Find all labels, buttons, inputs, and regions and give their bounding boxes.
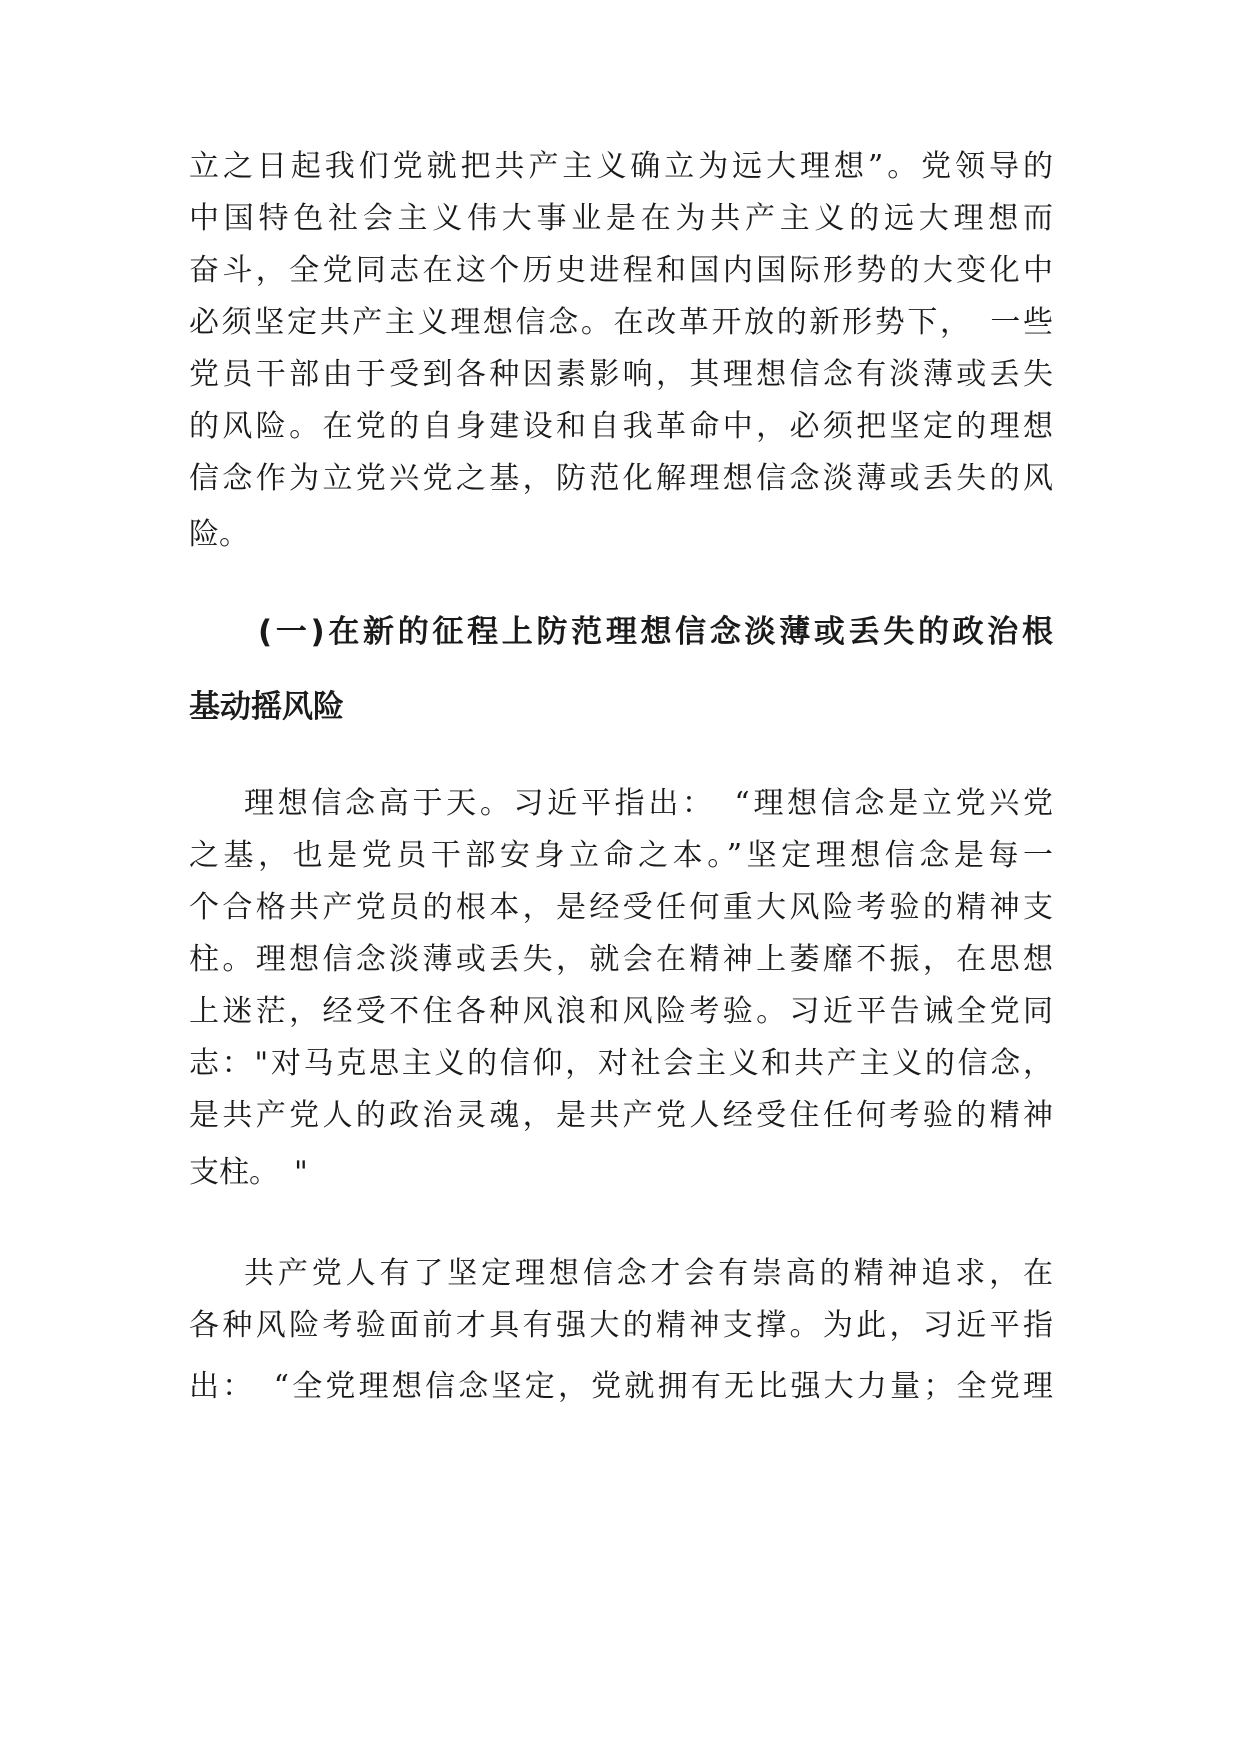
paragraph-2-line-4: 柱。理想信念淡薄或丢失，就会在精神上萎靡不振，在思想	[189, 942, 1053, 977]
paragraph-2-line-1: 理想信念高于天。习近平指出： “理想信念是立党兴党	[244, 786, 1053, 821]
paragraph-3-line-1: 共产党人有了坚定理想信念才会有崇高的精神追求，在	[244, 1256, 1053, 1291]
paragraph-2-line-2: 之基，也是党员干部安身立命之本。”坚定理想信念是每一	[189, 838, 1053, 873]
paragraph-1-line-7: 信念作为立党兴党之基，防范化解理想信念淡薄或丢失的风	[189, 461, 1053, 496]
section-heading-line-1: (一)在新的征程上防范理想信念淡薄或丢失的政治根	[258, 614, 1053, 650]
paragraph-1-line-5: 党员干部由于受到各种因素影响，其理想信念有淡薄或丢失	[189, 357, 1053, 392]
paragraph-2-line-8: 支柱。 "	[189, 1155, 308, 1190]
paragraph-1-line-8: 险。	[189, 517, 249, 552]
paragraph-2-line-3: 个合格共产党员的根本，是经受任何重大风险考验的精神支	[189, 890, 1053, 925]
paragraph-2-line-5: 上迷茫，经受不住各种风浪和风险考验。习近平告诫全党同	[189, 994, 1053, 1029]
paragraph-2-line-6: 志："对马克思主义的信仰，对社会主义和共产主义的信念，	[189, 1046, 1053, 1081]
paragraph-1-line-6: 的风险。在党的自身建设和自我革命中，必须把坚定的理想	[189, 409, 1053, 444]
paragraph-1-line-3: 奋斗，全党同志在这个历史进程和国内国际形势的大变化中	[189, 253, 1053, 288]
paragraph-3-line-3: 出： “全党理想信念坚定，党就拥有无比强大力量；全党理	[189, 1369, 1053, 1404]
section-heading-line-2: 基动摇风险	[189, 689, 344, 725]
paragraph-1-line-4: 必须坚定共产主义理想信念。在改革开放的新形势下， 一些	[189, 305, 1053, 340]
paragraph-2-line-7: 是共产党人的政治灵魂，是共产党人经受住任何考验的精神	[189, 1098, 1053, 1133]
paragraph-3-line-2: 各种风险考验面前才具有强大的精神支撑。为此，习近平指	[189, 1308, 1053, 1343]
paragraph-1-line-2: 中国特色社会主义伟大事业是在为共产主义的远大理想而	[189, 201, 1053, 236]
paragraph-1-line-1: 立之日起我们党就把共产主义确立为远大理想”。党领导的	[189, 149, 1053, 184]
